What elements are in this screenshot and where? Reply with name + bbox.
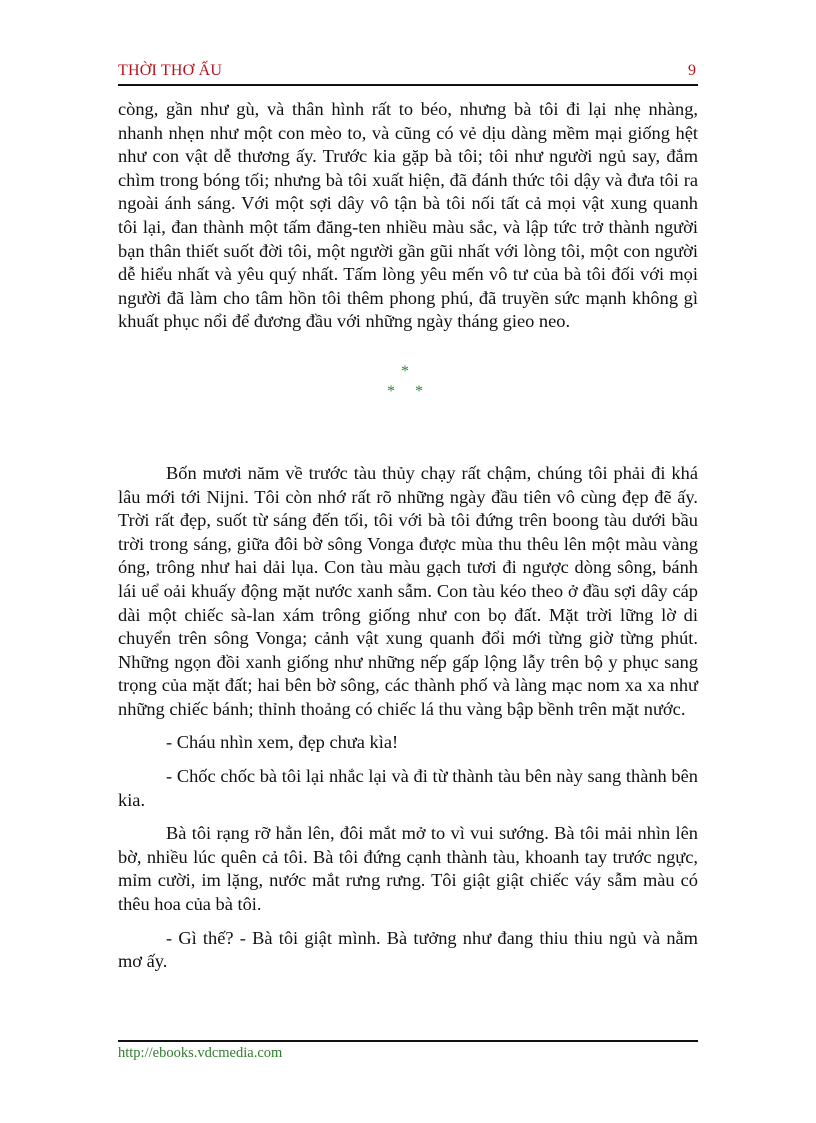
footer-website-link[interactable]: http://ebooks.vdcmedia.com	[118, 1045, 283, 1061]
section-break-ornament	[118, 364, 698, 422]
asterisk-icon: *	[401, 362, 409, 380]
dialogue-line: - Cháu nhìn xem, đẹp chưa kìa!	[166, 732, 399, 753]
paragraph-voyage: Bốn mươi năm về trước tàu thủy chạy rất chậm, chúng tôi phải đi khá lâu mới tới Nijni. Tôi còn nhớ rất rõ những ngày đầu tiên vô cùng đẹp đẽ ấy. Trời rất đẹp, suốt từ sáng đến tối, tôi với bà tôi đứng trên boong tàu dưới bầu trời trong sáng, giữa đôi bờ sông Vonga được mùa thu thêu lên một màu vàng óng, trông như hai dải lụa. Con tàu màu gạch tươi đi ngược dòng sông, bánh lái uể oải khuấy động mặt nước xanh sẫm. Con tàu kéo theo ở đầu sợi dây cáp dài một chiếc sà-lan xám trông giống như con bọ đất. Mặt trời lững lờ di chuyển trên sông Vonga; cảnh vật xung quanh đổi mới từng giờ từng phút. Những ngọn đồi xanh giống như những nếp gấp lộng lẫy trên bộ y phục sang trọng của mặt đất; hai bên bờ sông, các thành phố và làng mạc nom xa xa như những chiếc bánh; thỉnh thoảng có chiếc lá thu vàng bập bềnh trên mặt nước.	[118, 462, 698, 719]
asterisk-icon: *	[387, 382, 395, 400]
paragraph-grandmother: Bà tôi rạng rỡ hẳn lên, đôi mắt mở to vì vui sướng. Bà tôi mải nhìn lên bờ, nhiều lúc quên cả tôi. Bà tôi đứng cạnh thành tàu, khoanh tay trước ngực, mỉm cười, im lặng, nước mắt rưng rưng. Tôi giật giật chiếc váy sẫm màu có thêu hoa của bà tôi.	[118, 823, 698, 915]
page-header	[118, 60, 698, 82]
header-divider	[118, 84, 698, 86]
page-number: 9	[688, 62, 696, 79]
main-text	[118, 98, 698, 974]
dialogue-line: - Gì thế? - Bà tôi giật mình. Bà tưởng như đang thiu thiu ngủ và nằm mơ ấy.	[118, 927, 698, 972]
dialogue-line: - Chốc chốc bà tôi lại nhắc lại và đi từ thành tàu bên này sang thành bên kia.	[118, 766, 698, 810]
book-title: THỜI THƠ ẤU	[118, 62, 223, 79]
paragraph-continued: còng, gần như gù, và thân hình rất to béo, nhưng bà tôi đi lại nhẹ nhàng, nhanh nhẹn như một con mèo to, và cũng có vẻ dịu dàng mềm mại giống hệt như con vật dễ thương ấy. Trước kia gặp bà tôi; tôi như người ngủ say, đắm chìm trong bóng tối; nhưng bà tôi xuất hiện, đã đánh thức tôi dậy và đưa tôi ra ngoài ánh sáng. Với một sợi dây vô tận bà tôi nối tất cả mọi vật xung quanh tôi lại, đan thành một tấm đăng-ten nhiều màu sắc, và lập tức trở thành người bạn thân thiết suốt đời tôi, một người gần gũi nhất với lòng tôi, một con người dễ hiểu nhất và yêu quý nhất. Tấm lòng yêu mến vô tư của bà tôi đối với mọi người đã làm cho tâm hồn tôi thêm phong phú, đã truyền sức mạnh không gì khuất phục nổi để đương đầu với những ngày tháng gieo neo.	[118, 99, 698, 332]
asterisk-icon: *	[415, 382, 423, 400]
footer-divider	[118, 1040, 698, 1042]
